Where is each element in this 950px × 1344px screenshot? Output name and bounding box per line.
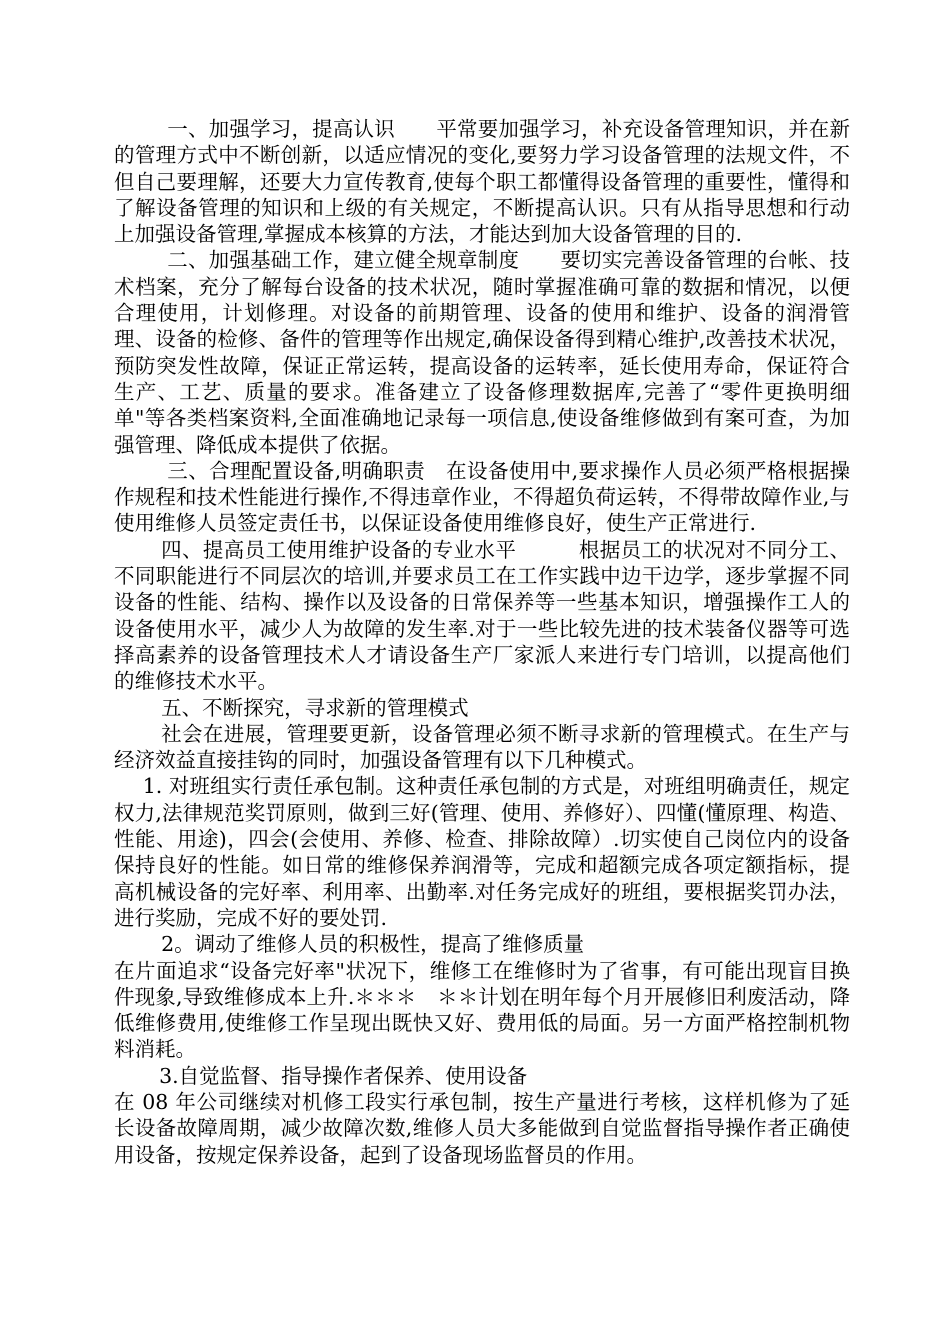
section-5-heading: 五、不断探究，寻求新的管理模式 [161, 695, 469, 720]
section-5-intro: 社会在进展，管理要更新，设备管理必须不断寻求新的管理模式。在生产与经济效益直接挂钩的同时，加强设备管理有以下几种模式。 [114, 721, 850, 773]
mode-2-body: 在片面追求“设备完好率"状况下，维修工在维修时为了省事，有可能出现盲目换件现象,导致维修成本上升.＊＊＊ ＊＊计划在明年每个月开展修旧利废活动，降低维修费用,使维修工作呈现出既快又好、费用低的局面。另一方面严格控制机物料消耗。 [114, 958, 850, 1062]
section-4-training: 四、提高员工使用维护设备的专业水平 根据员工的状况对不同分工、不同职能进行不同层次的培训,并要求员工在工作实践中边干边学，逐步掌握不同设备的性能、结构、操作以及设备的日常保养等一些基本知识，增强操作工人的设备使用水平，减少人为故障的发生率.对于一些比较先进的技术装备仪器等可选择高素养的设备管理技术人才请设备生产厂家派人来进行专门培训，以提高他们的维修技术水平。 [114, 537, 850, 694]
mode-1-responsibility: 1. 对班组实行责任承包制。这种责任承包制的方式是，对班组明确责任，规定权力,法律规范奖罚原则，做到三好(管理、使用、养修好）、四懂(懂原理、构造、性能、用途)，四会(会使用、养修、检查、排除故障）.切实使自己岗位内的设备保持良好的性能。如日常的维修保养润滑等，完成和超额完成各项定额指标，提高机械设备的完好率、利用率、出勤率.对任务完成好的班组，要根据奖罚办法，进行奖励，完成不好的要处罚. [114, 774, 850, 930]
section-3-allocation: 三、合理配置设备,明确职责 在设备使用中,要求操作人员必须严格根据操作规程和技术性能进行操作,不得违章作业，不得超负荷运转，不得带故障作业,与使用维修人员签定责任书，以保证设备使用维修良好，使生产正常进行. [114, 458, 850, 536]
section-2-foundation: 二、加强基础工作，建立健全规章制度 要切实完善设备管理的台帐、技术档案，充分了解每台设备的技术状况，随时掌握准确可靠的数据和情况，以便合理使用，计划修理。对设备的前期管理、设备的使用和维护、设备的润滑管理、设备的检修、备件的管理等作出规定,确保设备得到精心维护,改善技术状况，预防突发性故障，保证正常运转，提高设备的运转率，延长使用寿命，保证符合生产、工艺、质量的要求。准备建立了设备修理数据库,完善了“零件更换明细单"等各类档案资料,全面准确地记录每一项信息,使设备维修做到有案可查，为加强管理、降低成本提供了依据。 [114, 248, 850, 457]
mode-3-heading: 3.自觉监督、指导操作者保养、使用设备 [159, 1063, 528, 1088]
mode-3-body: 在 08 年公司继续对机修工段实行承包制，按生产量进行考核，这样机修为了延长设备故障周期，减少故障次数,维修人员大多能做到自觉监督指导操作者正确使用设备，按规定保养设备，起到了设备现场监督员的作用。 [114, 1089, 850, 1167]
mode-2-heading: 2。调动了维修人员的积极性，提高了维修质量 [161, 932, 585, 957]
section-1-learning: 一、加强学习，提高认识 平常要加强学习，补充设备管理知识，并在新的管理方式中不断创新，以适应情况的变化,要努力学习设备管理的法规文件，不但自己要理解，还要大力宣传教育,使每个职工都懂得设备管理的重要性，懂得和了解设备管理的知识和上级的有关规定，不断提高认识。只有从指导思想和行动上加强设备管理,掌握成本核算的方法，才能达到加大设备管理的目的. [114, 117, 850, 247]
document-body [114, 116, 850, 1168]
